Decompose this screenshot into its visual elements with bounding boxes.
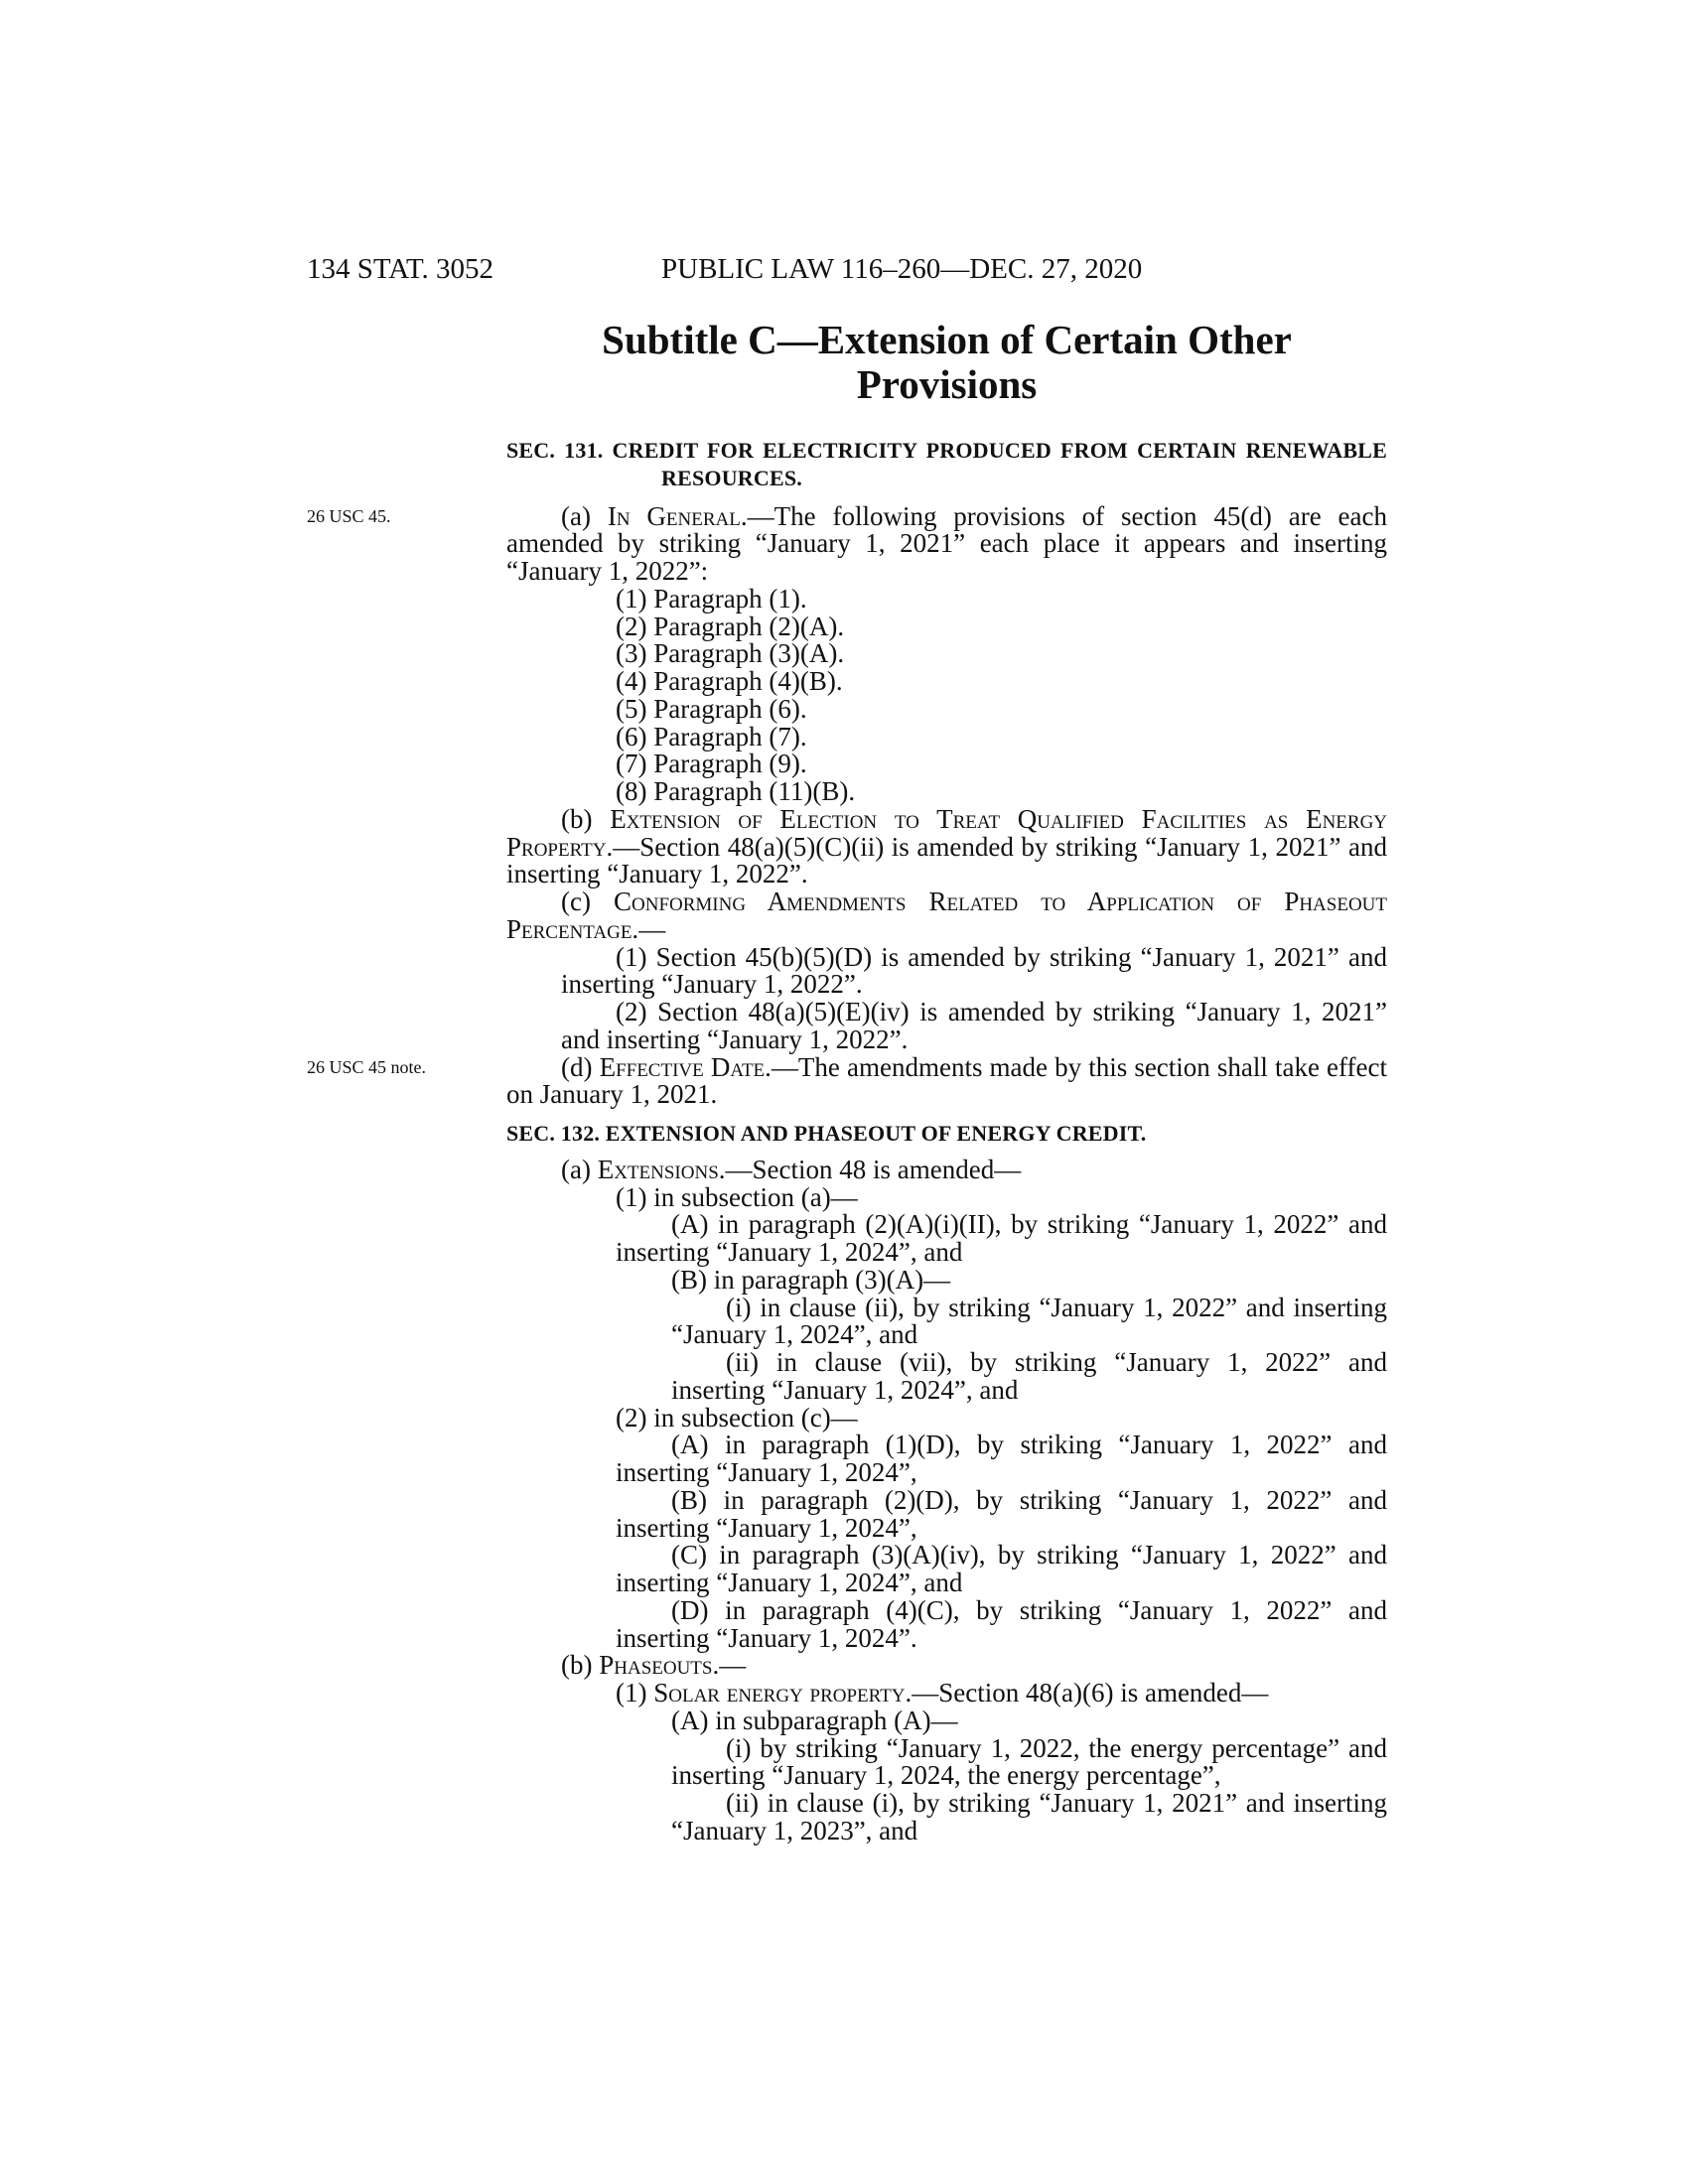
- page-stat-number: 134 STAT. 3052: [307, 253, 494, 285]
- sec131-d: [307, 1051, 1387, 1110]
- para-num: (1): [616, 1678, 654, 1707]
- list-item: (1) Paragraph (1).: [616, 583, 807, 614]
- para-lead: Solar energy property.: [653, 1678, 913, 1707]
- para-num: (d): [561, 1051, 600, 1082]
- list-item: (5) Paragraph (6).: [616, 693, 807, 724]
- para-lead: Extension of Election to Treat Qualified Facilities as Energy Property.: [506, 803, 1388, 862]
- list-item: (3) Paragraph (3)(A).: [616, 638, 845, 669]
- sec132-a1A: (A) in paragraph (2)(A)(i)(II), by striking “January 1, 2022” and inserting “January 1, 2024”, and: [616, 1209, 1387, 1267]
- sec132-a1Bi: (i) in clause (ii), by striking “January 1, 2022” and inserting “January 1, 2024”, and: [671, 1292, 1387, 1350]
- section-131-heading: SEC. 131. CREDIT FOR ELECTRICITY PRODUCED FROM CERTAIN RENEWABLE RESOURCES.: [506, 438, 1387, 490]
- sec132-a2A: (A) in paragraph (1)(D), by striking “January 1, 2022” and inserting “January 1, 2024”,: [616, 1430, 1387, 1487]
- sec132-a1Bii: (ii) in clause (vii), by striking “January 1, 2022” and inserting “January 1, 2024”, and: [671, 1347, 1387, 1405]
- sec132-a2: (2) in subsection (c)—: [616, 1402, 858, 1433]
- section-132-heading: SEC. 132. EXTENSION AND PHASEOUT OF ENERGY CREDIT.: [506, 1121, 1147, 1146]
- para-text: —Section 48(a)(6) is amended—: [912, 1678, 1269, 1707]
- para-num: (b): [561, 1650, 600, 1681]
- para-text: —: [719, 1650, 747, 1681]
- sec131-b: [506, 803, 1388, 889]
- subtitle-line-2: Provisions: [856, 361, 1038, 407]
- sec132-a1: (1) in subsection (a)—: [616, 1181, 858, 1212]
- para-text: —The following provisions of section 45(d) are each amended by striking “January 1, 2021” each place it appears and inserting “January 1, 2022”:: [506, 500, 1388, 586]
- list-item: (6) Paragraph (7).: [616, 721, 807, 751]
- list-item: (4) Paragraph (4)(B).: [616, 666, 843, 696]
- para-lead: Conforming Amendments Related to Application of Phaseout Percentage.: [506, 887, 1388, 944]
- list-item: (2) Paragraph (2)(A).: [616, 611, 845, 641]
- margin-note-usc: 26 USC 45.: [307, 505, 391, 526]
- sec131-a: [307, 500, 1388, 586]
- list-item: (8) Paragraph (11)(B).: [616, 776, 856, 806]
- running-header: PUBLIC LAW 116–260—DEC. 27, 2020: [661, 253, 1143, 285]
- sec131-c1: (1) Section 45(b)(5)(D) is amended by striking “January 1, 2021” and inserting “January 1, 2022”.: [561, 941, 1387, 1000]
- para-text: —Section 48(a)(5)(C)(ii) is amended by striking “January 1, 2021” and inserting “January 1, 2022”.: [506, 831, 1387, 889]
- para-num: (b): [561, 803, 611, 834]
- sec132-a1B: (B) in paragraph (3)(A)—: [671, 1264, 951, 1295]
- subtitle-line-1: Subtitle C—Extension of Certain Other: [602, 317, 1292, 362]
- para-text: —Section 48 is amended—: [725, 1154, 1022, 1184]
- document-body: [307, 437, 1388, 1845]
- sec132-a2D: (D) in paragraph (4)(C), by striking “January 1, 2022” and inserting “January 1, 2024”.: [616, 1594, 1387, 1653]
- subtitle-heading: [506, 318, 1387, 407]
- sec132-b1: [561, 1680, 1387, 1707]
- para-lead: Phaseouts.: [599, 1650, 720, 1681]
- sec132-b: [506, 1652, 1387, 1680]
- sec131-c2: (2) Section 48(a)(5)(E)(iv) is amended by striking “January 1, 2021” and inserting “January 1, 2022”.: [561, 997, 1387, 1054]
- para-text: —The amendments made by this section shall take effect on January 1, 2021.: [506, 1051, 1387, 1110]
- para-lead: In General.: [607, 500, 748, 531]
- para-lead: Effective Date.: [599, 1051, 772, 1082]
- sec132-a2B: (B) in paragraph (2)(D), by striking “January 1, 2022” and inserting “January 1, 2024”,: [616, 1484, 1387, 1543]
- sec132-b1A: (A) in subparagraph (A)—: [671, 1705, 958, 1735]
- para-text: —: [638, 913, 666, 944]
- sec132-a: [506, 1154, 1387, 1184]
- para-num: (c): [561, 887, 614, 916]
- sec132-b1Ai: (i) by striking “January 1, 2022, the energy percentage” and inserting “January 1, 2024, the energy percentage”,: [671, 1732, 1387, 1791]
- list-item: (7) Paragraph (9).: [616, 749, 807, 779]
- sec132-a2C: (C) in paragraph (3)(A)(iv), by striking “January 1, 2022” and inserting “January 1, 2024”, and: [616, 1540, 1387, 1597]
- sec132-b1Aii: (ii) in clause (i), by striking “January 1, 2021” and inserting “January 1, 2023”, and: [671, 1788, 1387, 1845]
- para-num: (a): [561, 1154, 598, 1184]
- para-lead: Extensions.: [597, 1154, 726, 1184]
- sec131-c: [506, 888, 1387, 944]
- para-num: (a): [561, 500, 608, 531]
- margin-note-usc-note: 26 USC 45 note.: [307, 1056, 427, 1077]
